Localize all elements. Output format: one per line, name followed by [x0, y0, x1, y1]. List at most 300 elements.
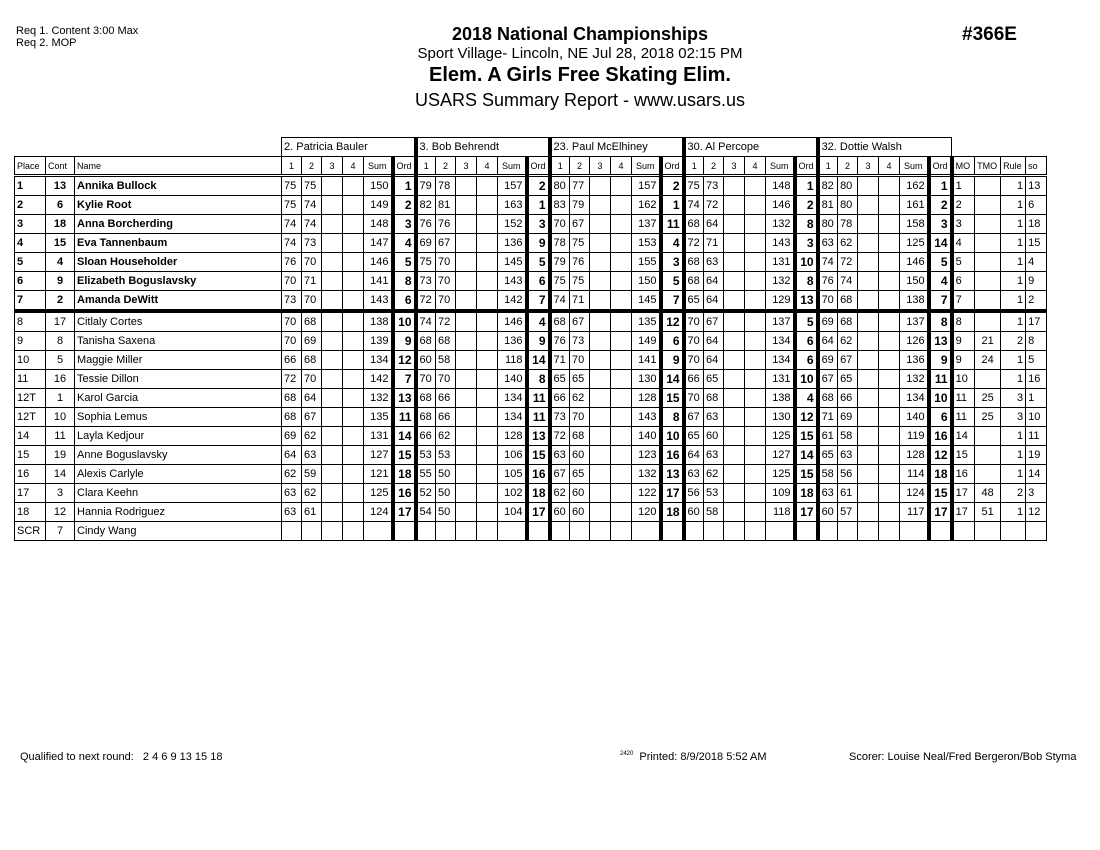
judge1-score1: 69	[282, 427, 302, 446]
table-row	[15, 351, 1047, 370]
report-subtitle: USARS Summary Report - www.usars.us	[414, 90, 746, 110]
judge5-score1: 58	[818, 465, 838, 484]
judge5-score1: 71	[818, 408, 838, 427]
judge5-score3	[858, 389, 879, 408]
judge5-score2: 68	[838, 291, 858, 312]
tmo-cell	[975, 253, 1001, 272]
judge2-score2: 58	[436, 351, 456, 370]
judge5-score1: 64	[818, 332, 838, 351]
judge3-sum: 155	[632, 253, 661, 272]
judge5-score3	[858, 484, 879, 503]
table-row	[15, 522, 1047, 541]
so-cell: 6	[1026, 196, 1047, 215]
so-cell: 15	[1026, 234, 1047, 253]
judge1-score1: 64	[282, 446, 302, 465]
judge2-ordinal: 14	[527, 351, 550, 370]
judge4-ordinal: 15	[795, 465, 818, 484]
judge5-score3	[858, 465, 879, 484]
results-table	[14, 137, 1047, 541]
judge1-sum: 121	[364, 465, 393, 484]
judge3-score3	[590, 176, 611, 196]
table-row	[15, 196, 1047, 215]
judge2-sum: 152	[498, 215, 527, 234]
judge4-score1: 70	[684, 332, 704, 351]
judge3-score2: 60	[570, 503, 590, 522]
judge5-score2: 62	[838, 332, 858, 351]
judge4-score4	[745, 272, 766, 291]
judge1-score2: 68	[302, 351, 322, 370]
place-cell: 14	[15, 427, 46, 446]
judge3-score3	[590, 311, 611, 332]
judge4-sum: 125	[766, 465, 795, 484]
skater-name-cell: Anne Boguslavsky	[75, 446, 282, 465]
judge5-score1: 76	[818, 272, 838, 291]
col-header-judge1-3: 3	[322, 157, 343, 176]
judge5-score1: 68	[818, 389, 838, 408]
judge3-score3	[590, 234, 611, 253]
mo-cell: 4	[952, 234, 975, 253]
rule-cell: 1	[1001, 215, 1026, 234]
so-cell: 11	[1026, 427, 1047, 446]
judge2-score4	[477, 215, 498, 234]
judge3-ordinal: 4	[661, 234, 684, 253]
judge2-score1: 53	[416, 446, 436, 465]
qualified-list: 2 4 6 9 13 15 18	[142, 751, 223, 763]
judge3-score2: 60	[570, 484, 590, 503]
judge4-score4	[745, 503, 766, 522]
judge5-score1: 74	[818, 253, 838, 272]
judge1-score3	[322, 484, 343, 503]
judge3-score3	[590, 332, 611, 351]
judge4-score2: 73	[704, 176, 724, 196]
judge2-score2: 50	[436, 465, 456, 484]
judge5-ordinal: 7	[929, 291, 952, 312]
judge5-score4	[879, 522, 900, 541]
judge5-score1: 67	[818, 370, 838, 389]
judge5-score3	[858, 253, 879, 272]
judge3-ordinal	[661, 522, 684, 541]
judge4-score3	[724, 370, 745, 389]
judge5-score4	[879, 176, 900, 196]
rule-cell: 1	[1001, 311, 1026, 332]
judge1-score4	[343, 408, 364, 427]
judge-header-1: 2. Patricia Bauler	[282, 138, 416, 157]
judge4-score1: 68	[684, 272, 704, 291]
judge4-score2: 71	[704, 234, 724, 253]
judge2-score3	[456, 408, 477, 427]
judge3-ordinal: 15	[661, 389, 684, 408]
rule-cell: 3	[1001, 408, 1026, 427]
col-header-judge2-2: 2	[436, 157, 456, 176]
judge4-sum: 148	[766, 176, 795, 196]
judge4-ordinal: 18	[795, 484, 818, 503]
judge4-sum: 146	[766, 196, 795, 215]
place-cell: SCR	[15, 522, 46, 541]
judge5-ordinal: 15	[929, 484, 952, 503]
tmo-cell	[975, 291, 1001, 312]
skater-name-cell: Karol Garcia	[75, 389, 282, 408]
judge3-score3	[590, 503, 611, 522]
judge4-score1: 66	[684, 370, 704, 389]
contestant-number-cell: 9	[46, 272, 75, 291]
judge5-score4	[879, 196, 900, 215]
col-header-judge5-4: 4	[879, 157, 900, 176]
judge1-score4	[343, 311, 364, 332]
judge4-score4	[745, 291, 766, 312]
col-header-judge4-3: 3	[724, 157, 745, 176]
judge1-sum: 139	[364, 332, 393, 351]
judge1-score1	[282, 522, 302, 541]
rule-cell: 1	[1001, 253, 1026, 272]
judge4-sum: 134	[766, 332, 795, 351]
judge5-score1: 61	[818, 427, 838, 446]
printed-line	[620, 751, 767, 763]
judge1-sum: 135	[364, 408, 393, 427]
skater-name-cell: Alexis Carlyle	[75, 465, 282, 484]
col-header-judge1-4: 4	[343, 157, 364, 176]
judge2-score2: 66	[436, 408, 456, 427]
judge3-score1: 75	[550, 272, 570, 291]
col-header-cont: Cont	[46, 157, 75, 176]
judge4-score3	[724, 389, 745, 408]
col-header-judge5-sum: Sum	[900, 157, 929, 176]
col-header-judge3-sum: Sum	[632, 157, 661, 176]
col-header-judge2-sum: Sum	[498, 157, 527, 176]
tmo-cell	[975, 196, 1001, 215]
judge1-score1: 70	[282, 332, 302, 351]
so-cell: 4	[1026, 253, 1047, 272]
judge5-score4	[879, 291, 900, 312]
judge2-score3	[456, 311, 477, 332]
judge4-score4	[745, 311, 766, 332]
judge2-score1: 72	[416, 291, 436, 312]
rule-cell: 1	[1001, 291, 1026, 312]
contestant-number-cell: 14	[46, 465, 75, 484]
judge5-sum: 117	[900, 503, 929, 522]
judge3-ordinal: 14	[661, 370, 684, 389]
judge3-score3	[590, 408, 611, 427]
place-cell: 8	[15, 311, 46, 332]
judge5-ordinal: 13	[929, 332, 952, 351]
judge1-score4	[343, 351, 364, 370]
judge5-score1: 82	[818, 176, 838, 196]
judge1-score3	[322, 272, 343, 291]
judge1-score1: 68	[282, 408, 302, 427]
judge5-score2: 67	[838, 351, 858, 370]
judge4-sum: 131	[766, 370, 795, 389]
judge2-sum: 163	[498, 196, 527, 215]
judge4-score4	[745, 484, 766, 503]
judge5-score3	[858, 522, 879, 541]
judge2-ordinal: 3	[527, 215, 550, 234]
judge1-score4	[343, 503, 364, 522]
judge4-score1: 70	[684, 311, 704, 332]
judge4-sum: 132	[766, 272, 795, 291]
col-header-mo: MO	[952, 157, 975, 176]
place-cell: 2	[15, 196, 46, 215]
judge5-score2: 80	[838, 196, 858, 215]
judge3-score3	[590, 196, 611, 215]
judge1-sum: 134	[364, 351, 393, 370]
judge4-score2	[704, 522, 724, 541]
judge1-score3	[322, 332, 343, 351]
table-row	[15, 291, 1047, 312]
judge1-score2: 59	[302, 465, 322, 484]
judge5-score4	[879, 311, 900, 332]
so-cell: 2	[1026, 291, 1047, 312]
judge2-score1: 55	[416, 465, 436, 484]
judge1-ordinal: 11	[393, 408, 416, 427]
judge3-sum: 132	[632, 465, 661, 484]
judge4-score2: 58	[704, 503, 724, 522]
judge1-score4	[343, 370, 364, 389]
judge1-score2: 64	[302, 389, 322, 408]
table-row	[15, 370, 1047, 389]
judge4-score1: 72	[684, 234, 704, 253]
judge4-score1: 67	[684, 408, 704, 427]
judge4-sum: 131	[766, 253, 795, 272]
judge4-sum: 129	[766, 291, 795, 312]
judge1-score4	[343, 427, 364, 446]
judge1-score1: 72	[282, 370, 302, 389]
judge4-score3	[724, 234, 745, 253]
judge5-ordinal: 5	[929, 253, 952, 272]
judge2-ordinal	[527, 522, 550, 541]
qualified-line	[20, 751, 222, 763]
mo-cell: 10	[952, 370, 975, 389]
judge1-score2: 62	[302, 427, 322, 446]
judge3-sum: 143	[632, 408, 661, 427]
col-header-judge5-3: 3	[858, 157, 879, 176]
judge4-score2: 64	[704, 272, 724, 291]
judge5-score3	[858, 234, 879, 253]
judge5-score3	[858, 272, 879, 291]
judge2-ordinal: 17	[527, 503, 550, 522]
judge1-score4	[343, 272, 364, 291]
col-header-judge4-1: 1	[684, 157, 704, 176]
judge4-score2: 72	[704, 196, 724, 215]
judge2-score4	[477, 370, 498, 389]
judge2-score4	[477, 503, 498, 522]
judge-header-4: 30. Al Percope	[684, 138, 818, 157]
judge2-score1: 73	[416, 272, 436, 291]
contestant-number-cell: 18	[46, 215, 75, 234]
place-cell: 17	[15, 484, 46, 503]
judge5-score2: 66	[838, 389, 858, 408]
judge1-score3	[322, 427, 343, 446]
judge4-score2: 67	[704, 311, 724, 332]
so-cell: 16	[1026, 370, 1047, 389]
place-cell: 3	[15, 215, 46, 234]
judge2-score3	[456, 427, 477, 446]
judge4-score2: 63	[704, 408, 724, 427]
col-header-place: Place	[15, 157, 46, 176]
judge4-score3	[724, 253, 745, 272]
skater-name-cell: Clara Keehn	[75, 484, 282, 503]
judge3-score2: 75	[570, 234, 590, 253]
judge3-score2: 70	[570, 351, 590, 370]
judge3-score2: 68	[570, 427, 590, 446]
judge3-ordinal: 16	[661, 446, 684, 465]
judge1-score3	[322, 196, 343, 215]
judge2-score3	[456, 253, 477, 272]
judge3-score4	[611, 253, 632, 272]
judge3-score4	[611, 291, 632, 312]
judge2-score1: 66	[416, 427, 436, 446]
mo-cell: 9	[952, 332, 975, 351]
contestant-number-cell: 11	[46, 427, 75, 446]
judge2-score2: 78	[436, 176, 456, 196]
event-number: #366E	[962, 24, 1017, 45]
judge4-score4	[745, 408, 766, 427]
judge5-sum: 125	[900, 234, 929, 253]
judge4-ordinal: 4	[795, 389, 818, 408]
judge3-score4	[611, 196, 632, 215]
mo-cell: 17	[952, 484, 975, 503]
judge4-score3	[724, 196, 745, 215]
judge4-ordinal: 8	[795, 215, 818, 234]
judge5-sum: 128	[900, 446, 929, 465]
judge3-ordinal: 11	[661, 215, 684, 234]
judge2-sum: 128	[498, 427, 527, 446]
judge4-ordinal: 12	[795, 408, 818, 427]
judge4-score1: 70	[684, 351, 704, 370]
judge3-ordinal: 9	[661, 351, 684, 370]
judge4-score1: 68	[684, 215, 704, 234]
judge3-score4	[611, 446, 632, 465]
so-cell: 19	[1026, 446, 1047, 465]
judge1-sum: 124	[364, 503, 393, 522]
judge3-sum: 122	[632, 484, 661, 503]
judge3-score3	[590, 272, 611, 291]
skater-name-cell: Hannia Rodriguez	[75, 503, 282, 522]
judge3-score1: 76	[550, 332, 570, 351]
judge1-sum: 125	[364, 484, 393, 503]
judge1-score2: 70	[302, 370, 322, 389]
place-cell: 18	[15, 503, 46, 522]
judge5-score3	[858, 446, 879, 465]
judge4-score3	[724, 484, 745, 503]
judge3-score4	[611, 176, 632, 196]
judge1-ordinal: 2	[393, 196, 416, 215]
judge5-sum	[900, 522, 929, 541]
judge1-ordinal: 6	[393, 291, 416, 312]
judge2-score4	[477, 427, 498, 446]
judge4-ordinal: 6	[795, 332, 818, 351]
judge2-score2: 76	[436, 215, 456, 234]
judge4-sum: 138	[766, 389, 795, 408]
judge1-score3	[322, 311, 343, 332]
judge2-ordinal: 11	[527, 389, 550, 408]
blank-cell	[952, 138, 1047, 157]
skater-name-cell: Tessie Dillon	[75, 370, 282, 389]
rule-cell: 1	[1001, 427, 1026, 446]
judge2-score2: 67	[436, 234, 456, 253]
skater-name-cell: Eva Tannenbaum	[75, 234, 282, 253]
judge4-score2: 64	[704, 215, 724, 234]
judge1-score1: 63	[282, 484, 302, 503]
mo-cell: 15	[952, 446, 975, 465]
judge1-sum: 143	[364, 291, 393, 312]
judge4-ordinal: 15	[795, 427, 818, 446]
judge1-ordinal: 10	[393, 311, 416, 332]
so-cell	[1026, 522, 1047, 541]
judge3-score1: 80	[550, 176, 570, 196]
judge3-score1: 73	[550, 408, 570, 427]
judge1-score4	[343, 176, 364, 196]
judge1-score4	[343, 215, 364, 234]
judge1-ordinal: 16	[393, 484, 416, 503]
judge2-score4	[477, 408, 498, 427]
judge4-score1: 65	[684, 427, 704, 446]
table-row	[15, 465, 1047, 484]
contestant-number-cell: 15	[46, 234, 75, 253]
judge2-sum: 104	[498, 503, 527, 522]
judge3-sum: 162	[632, 196, 661, 215]
rule-cell: 2	[1001, 484, 1026, 503]
so-cell: 3	[1026, 484, 1047, 503]
mo-cell	[952, 522, 975, 541]
judge3-score2: 79	[570, 196, 590, 215]
judge2-ordinal: 13	[527, 427, 550, 446]
judge1-score2: 71	[302, 272, 322, 291]
rule-cell: 3	[1001, 389, 1026, 408]
judge1-ordinal: 18	[393, 465, 416, 484]
place-cell: 10	[15, 351, 46, 370]
so-cell: 18	[1026, 215, 1047, 234]
judge5-ordinal: 11	[929, 370, 952, 389]
judge3-score1: 72	[550, 427, 570, 446]
judge5-ordinal	[929, 522, 952, 541]
judge1-ordinal: 4	[393, 234, 416, 253]
judge2-score2: 68	[436, 332, 456, 351]
judge5-sum: 162	[900, 176, 929, 196]
event-name: Elem. A Girls Free Skating Elim.	[429, 64, 731, 86]
judge3-sum: 145	[632, 291, 661, 312]
tmo-cell	[975, 370, 1001, 389]
judge3-sum: 140	[632, 427, 661, 446]
table-row	[15, 503, 1047, 522]
judge2-score1: 79	[416, 176, 436, 196]
col-header-judge4-ord: Ord	[795, 157, 818, 176]
judge4-score2: 64	[704, 351, 724, 370]
rule-cell: 1	[1001, 446, 1026, 465]
judge4-score1: 64	[684, 446, 704, 465]
judge4-ordinal: 8	[795, 272, 818, 291]
judge3-score4	[611, 465, 632, 484]
judge1-score2: 73	[302, 234, 322, 253]
judge2-ordinal: 15	[527, 446, 550, 465]
judge1-sum: 138	[364, 311, 393, 332]
tmo-cell	[975, 215, 1001, 234]
requirement-1: Req 1. Content 3:00 Max	[16, 25, 139, 37]
judge4-score4	[745, 332, 766, 351]
judge1-score4	[343, 389, 364, 408]
judge4-score4	[745, 215, 766, 234]
judge1-score3	[322, 253, 343, 272]
judge2-score4	[477, 272, 498, 291]
place-cell: 7	[15, 291, 46, 312]
judge5-sum: 132	[900, 370, 929, 389]
judge1-sum: 146	[364, 253, 393, 272]
judge5-sum: 134	[900, 389, 929, 408]
judge2-score2: 50	[436, 484, 456, 503]
rule-cell: 1	[1001, 351, 1026, 370]
judge4-score2: 64	[704, 332, 724, 351]
judge1-score2: 68	[302, 311, 322, 332]
tmo-cell: 25	[975, 389, 1001, 408]
blank-cell	[15, 138, 282, 157]
